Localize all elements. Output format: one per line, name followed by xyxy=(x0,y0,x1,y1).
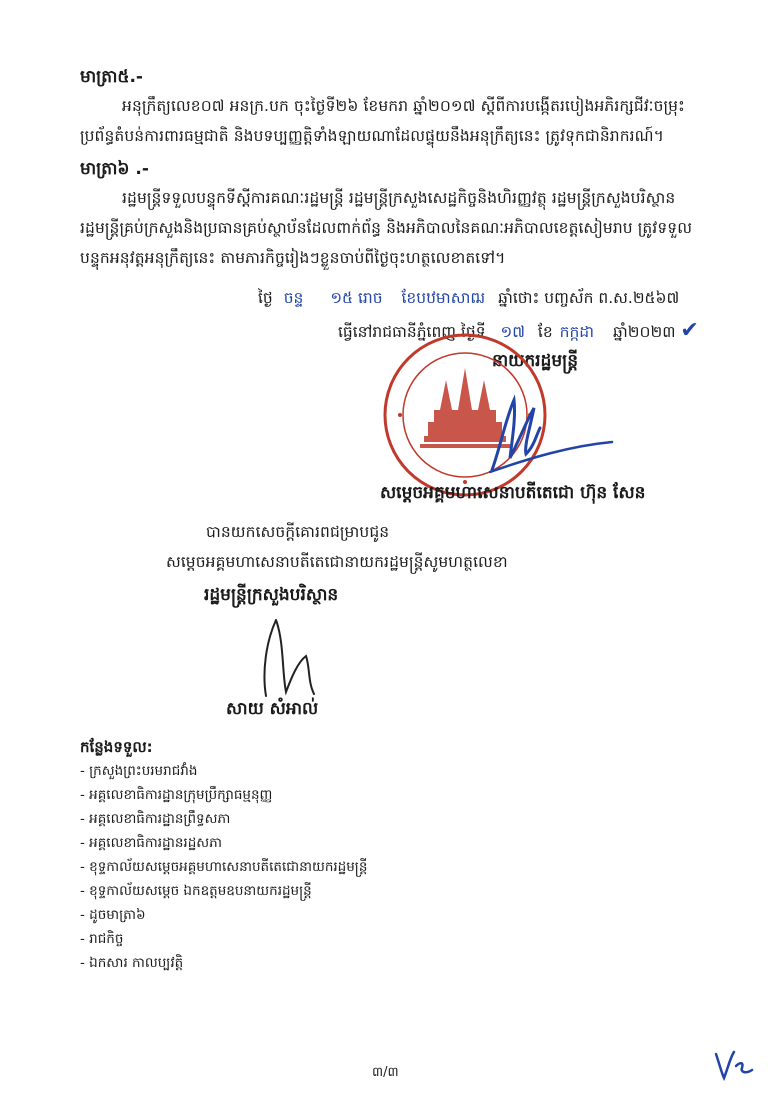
solar-month-prefix: ខែ xyxy=(537,323,553,341)
article-6-line-1: រដ្ឋមន្ត្រីទទួលបន្ទុកទីស្តីការគណៈរដ្ឋមន្ត្រី រដ្ឋមន្ត្រីក្រសួងសេដ្ឋកិច្ចនិងហិរញ្ញវត្ថុ រដ្ឋមន្ត្រីក្រសួងបរិស្ថាន xyxy=(122,189,676,207)
distribution-item: - ខុទ្ទកាល័យសម្តេចអគ្គមហាសេនាបតីតេជោនាយករដ្ឋមន្ត្រី xyxy=(80,859,368,875)
distribution-item: - ក្រសួងព្រះបរមរាជវាំង xyxy=(80,763,198,779)
solar-day: ១៧ xyxy=(500,323,525,341)
submission-line-1: បានយកសេចក្តីគោរពជម្រាបជូន xyxy=(206,523,390,541)
article-6-line-2: រដ្ឋមន្ត្រីគ្រប់ក្រសួងនិងប្រធានគ្រប់ស្ថាប័នដែលពាក់ព័ន្ធ និងអភិបាលនៃគណៈអភិបាលខេត្តសៀមរាប ត្រូវទទួល xyxy=(80,219,693,237)
minister-title: រដ្ឋមន្ត្រីក្រសួងបរិស្ថាន xyxy=(204,585,339,605)
check-tick-icon: ✔ xyxy=(680,318,699,343)
distribution-item: - ខុទ្ទកាល័យសម្តេច ឯកឧត្តមឧបនាយករដ្ឋមន្ត្រី xyxy=(80,883,312,899)
distribution-item: - អគ្គលេខាធិការដ្ឋានរដ្ឋសភា xyxy=(80,835,222,851)
distribution-item: - ដូចមាត្រា៦ xyxy=(80,907,146,923)
signing-place: ធ្វើនៅរាជធានីភ្នំពេញ ថ្ងៃទី xyxy=(338,323,486,341)
article-5-heading: មាត្រា៥.- xyxy=(80,67,143,87)
prime-minister-signature-icon xyxy=(470,388,620,488)
article-6-heading: មាត្រា៦ .- xyxy=(80,159,149,179)
submission-line-2: សម្តេចអគ្គមហាសេនាបតីតេជោនាយករដ្ឋមន្ត្រីសូមហត្ថលេខា xyxy=(166,553,508,571)
minister-signature-icon xyxy=(236,612,346,702)
solar-year: ឆ្នាំ២០២៣ xyxy=(613,323,676,341)
lunar-day: ១៥ រោច xyxy=(330,289,383,307)
page-number: ៣/៣ xyxy=(372,1065,399,1080)
lunar-weekday: ចន្ទ xyxy=(283,289,304,307)
initials-mark-icon xyxy=(712,1046,756,1082)
lunar-month: ខែបឋមាសាឍ xyxy=(401,289,486,307)
solar-month: កក្កដា xyxy=(559,323,595,341)
distribution-heading: កន្លែងទទួល: xyxy=(80,738,153,756)
distribution-item: - អគ្គលេខាធិការដ្ឋានព្រឹទ្ធសភា xyxy=(80,811,231,827)
distribution-item: - ឯកសារ កាលប្បវត្តិ xyxy=(80,955,184,971)
distribution-item: - អគ្គលេខាធិការដ្ឋានក្រុមប្រឹក្សាធម្មនុញ្ញ xyxy=(80,787,273,803)
article-5-line-2: ប្រព័ន្ធតំបន់ការពារធម្មជាតិ និងបទប្បញ្ញត្តិទាំងឡាយណាដែលផ្ទុយនឹងអនុក្រឹត្យនេះ ត្រូវទុកជានិរាករណ៍។ xyxy=(80,127,664,145)
prime-minister-name: សម្តេចអគ្គមហាសេនាបតីតេជោ ហ៊ុន សែន xyxy=(380,483,646,503)
minister-name: សាយ សំអាល់ xyxy=(226,699,319,719)
prime-minister-title: នាយករដ្ឋមន្ត្រី xyxy=(492,351,578,371)
distribution-item: - រាជកិច្ច xyxy=(80,931,124,947)
lunar-date-prefix: ថ្ងៃ xyxy=(258,289,273,307)
lunar-date-line xyxy=(258,288,679,311)
article-5-line-1: អនុក្រឹត្យលេខ០៧ អនក្រ.បក ចុះថ្ងៃទី២៦ ខែមករា ឆ្នាំ២០១៧ ស្តីពីការបង្កើតរបៀងអភិរក្សជីវៈចម្រុះ xyxy=(122,97,685,115)
article-6-line-3: បន្ទុកអនុវត្តអនុក្រឹត្យនេះ តាមភារកិច្ចរៀងៗខ្លួនចាប់ពីថ្ងៃចុះហត្ថលេខាតទៅ។ xyxy=(80,249,506,267)
lunar-year: ឆ្នាំថោះ បញ្ចស័ក ព.ស.២៥៦៧ xyxy=(498,289,680,307)
